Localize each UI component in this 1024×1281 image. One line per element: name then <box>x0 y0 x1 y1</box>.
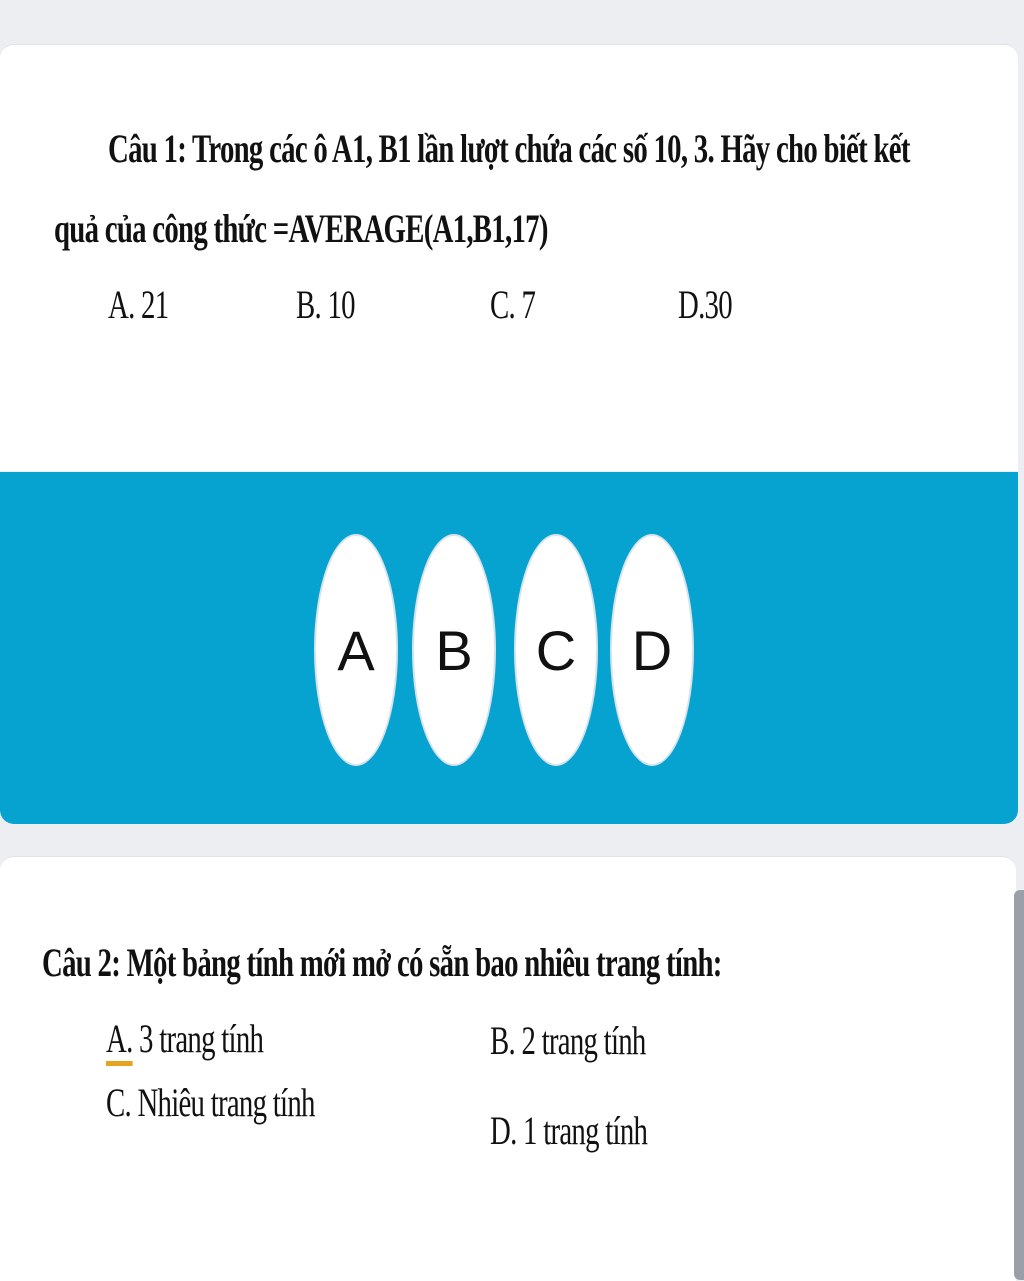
option-a-highlight: A. <box>106 1016 133 1066</box>
question-2-option-c: C. Nhiêu trang tính <box>106 1080 315 1125</box>
answer-choice-c[interactable]: C <box>514 534 598 766</box>
question-2-option-a <box>106 1015 263 1062</box>
question-1-text-line-1: Câu 1: Trong các ô A1, B1 lần lượt chứa các số 10, 3. Hãy cho biết kết <box>108 126 910 171</box>
question-2-text-line-1: Câu 2: Một bảng tính mới mở có sẵn bao nhiêu trang tính: <box>42 940 722 985</box>
answer-choice-d[interactable]: D <box>610 534 694 766</box>
question-1-card <box>0 44 1018 471</box>
question-1-option-d: D.30 <box>678 282 732 327</box>
question-1-option-c: C. 7 <box>490 282 536 327</box>
question-2-option-d: D. 1 trang tính <box>490 1108 648 1153</box>
question-1-option-a: A. 21 <box>108 282 169 327</box>
answer-choice-b[interactable]: B <box>412 534 496 766</box>
answer-panel <box>0 472 1018 824</box>
option-a-text: 3 trang tính <box>132 1016 264 1061</box>
question-2-option-b: B. 2 trang tính <box>490 1018 646 1063</box>
question-1-text-line-2: quả của công thức =AVERAGE(A1,B1,17) <box>54 206 548 251</box>
answer-choice-a[interactable]: A <box>314 534 398 766</box>
question-1-option-b: B. 10 <box>296 282 355 327</box>
scrollbar[interactable] <box>1014 890 1024 1280</box>
question-2-card <box>0 856 1016 1281</box>
